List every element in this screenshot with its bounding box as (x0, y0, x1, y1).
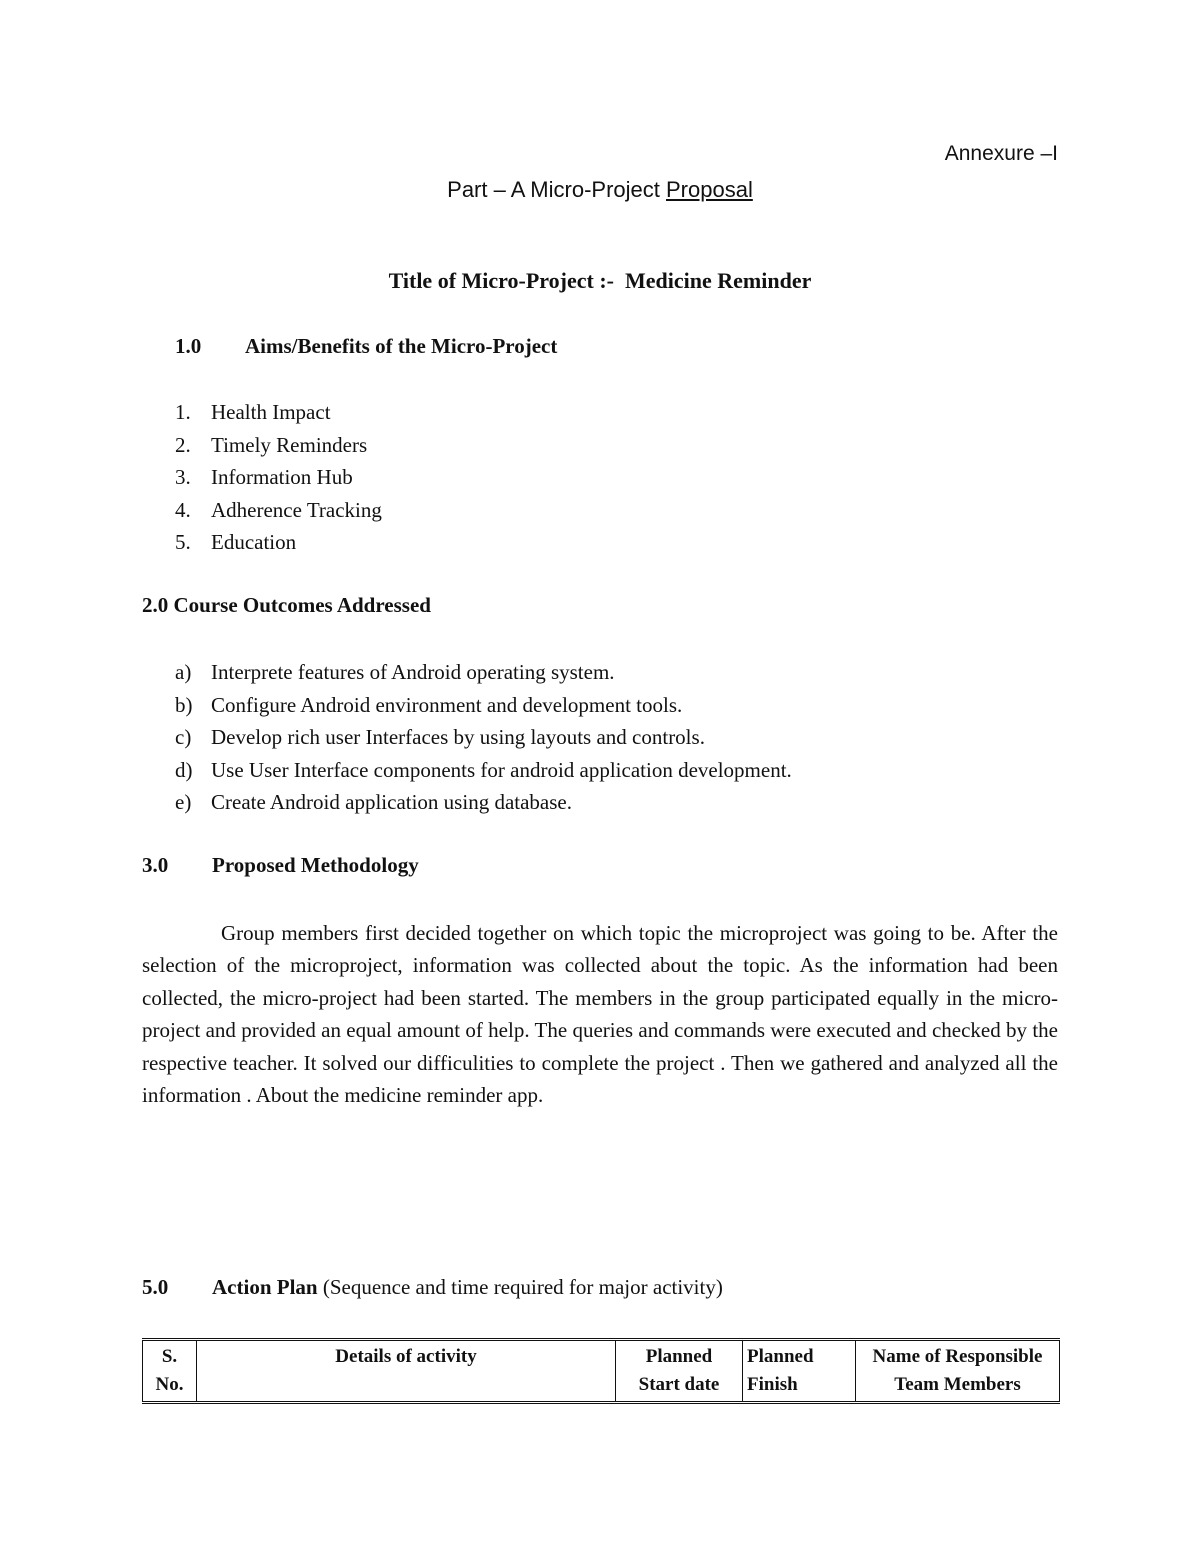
list-item: 2. Timely Reminders (175, 432, 368, 457)
section-2-heading: 2.0 Course Outcomes Addressed (142, 593, 431, 617)
col-start-header: Planned Start date (616, 1340, 743, 1403)
list-item: c) Develop rich user Interfaces by using layouts and controls. (175, 725, 705, 749)
section-5-heading (142, 1275, 723, 1300)
section-1-heading (175, 334, 558, 359)
section-3-heading (142, 853, 419, 878)
section-5-subtitle: (Sequence and time required for major activity) (322, 1275, 723, 1299)
part-title-underlined: Proposal (666, 177, 753, 202)
aims-list (175, 396, 382, 559)
action-plan-table (142, 1338, 1060, 1404)
section-1-number: 1.0 (175, 334, 202, 358)
project-title-label: Title of Micro-Project :- (388, 268, 615, 293)
section-5-title: Action Plan (212, 1275, 318, 1299)
list-item: 5. Education (175, 530, 297, 554)
section-3-number: 3.0 (142, 853, 169, 877)
list-item: 1. Health Impact (175, 400, 331, 424)
methodology-text: Group members first decided together on which topic the microproject was going to be. After the selection of the microproject, information was collected about the topic. As the information had been collected, the micro-project had been started. The members in the group participated equally in the micro-project and provided an equal amount of help. The queries and commands were executed and checked by the respective teacher. It solved our difficulities to complete the project . Then we gathered and analyzed all the information . About the medicine reminder app. (142, 921, 1058, 1108)
annexure-label: Annexure –I (944, 142, 1058, 165)
col-sno-header: S. No. (143, 1340, 197, 1403)
list-item: 3. Information Hub (175, 465, 353, 489)
col-name-header: Name of Responsible Team Members (856, 1340, 1060, 1403)
part-title-prefix: Part – A Micro-Project (447, 177, 666, 202)
list-item: d) Use User Interface components for android application development. (175, 757, 792, 782)
col-finish-header: Planned Finish (743, 1340, 856, 1403)
table-header-row (143, 1340, 1060, 1403)
list-item: b) Configure Android environment and development tools. (175, 692, 683, 717)
list-item: a) Interprete features of Android operating system. (175, 660, 615, 684)
outcomes-list (175, 656, 792, 819)
part-title (0, 177, 1200, 203)
project-title (0, 268, 1200, 294)
section-5-number: 5.0 (142, 1275, 169, 1299)
list-item: 4. Adherence Tracking (175, 497, 382, 522)
section-3-title: Proposed Methodology (212, 853, 419, 877)
methodology-paragraph (142, 917, 1058, 1111)
project-title-value: Medicine Reminder (625, 268, 812, 293)
section-1-title: Aims/Benefits of the Micro-Project (245, 334, 558, 358)
col-details-header: Details of activity (197, 1340, 616, 1403)
list-item: e) Create Android application using database. (175, 790, 572, 814)
